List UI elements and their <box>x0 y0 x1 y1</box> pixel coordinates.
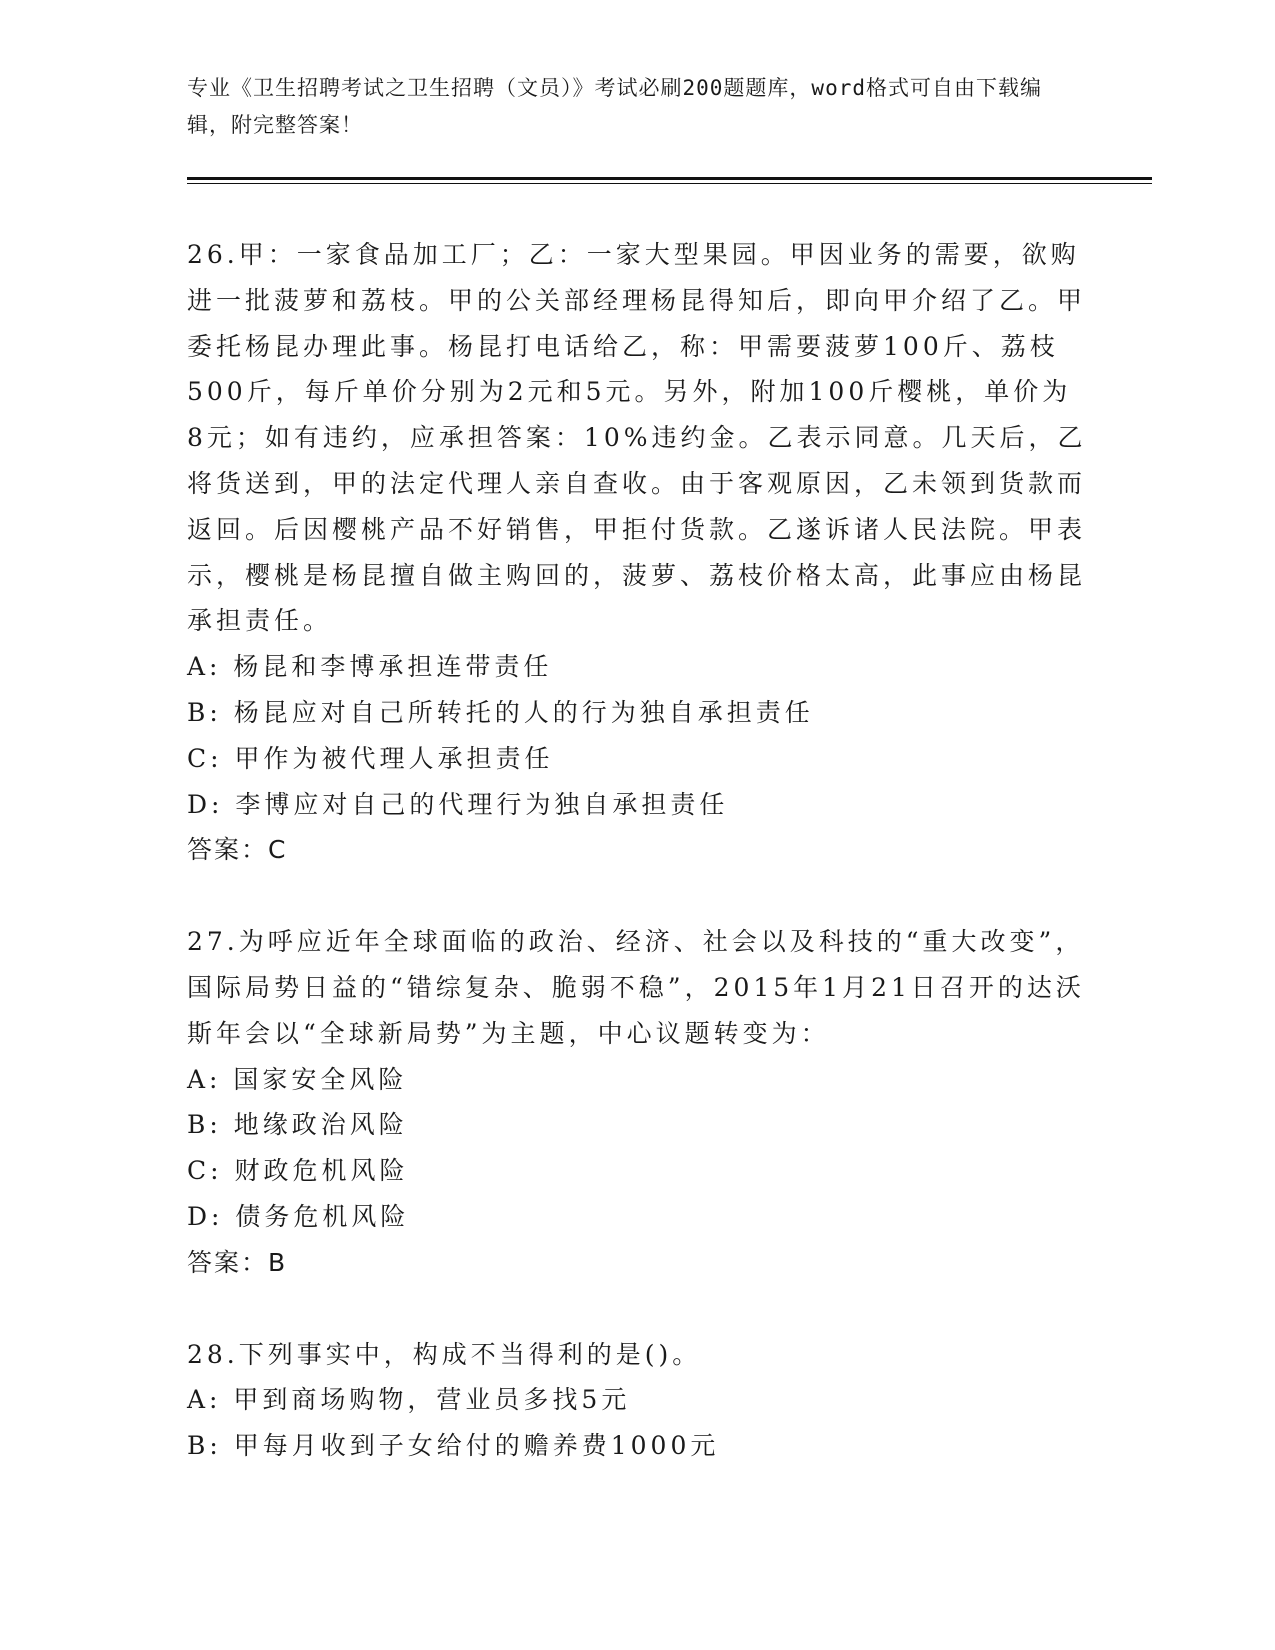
option-a: A: 杨昆和李博承担连带责任 <box>187 652 553 682</box>
question-stem: 27.为呼应近年全球面临的政治、经济、社会以及科技的“重大改变”，国际局势日益的“错综复杂、脆弱不稳”，2015年1月21日召开的达沃斯年会以“全球新局势”为主题，中心议题转变为： <box>187 927 1085 1048</box>
header-divider-thin <box>187 183 1152 184</box>
question-26 <box>187 232 1087 873</box>
question-28 <box>187 1332 1087 1469</box>
option-c: C: 财政危机风险 <box>187 1156 409 1186</box>
option-a: A: 国家安全风险 <box>187 1064 408 1094</box>
option-b: B: 甲每月收到子女给付的赡养费1000元 <box>187 1431 720 1461</box>
question-stem: 26.甲：一家食品加工厂；乙：一家大型果园。甲因业务的需要，欲购进一批菠萝和荔枝。甲的公关部经理杨昆得知后，即向甲介绍了乙。甲委托杨昆办理此事。杨昆打电话给乙，称：甲需要菠萝100斤、荔枝500斤，每斤单价分别为2元和5元。另外，附加100斤樱桃，单价为8元；如有违约，应承担答案：10%违约金。乙表示同意。几天后，乙将货送到，甲的法定代理人亲自查收。由于客观原因，乙未领到货款而返回。后因樱桃产品不好销售，甲拒付货款。乙遂诉诸人民法院。甲表示，樱桃是杨昆擅自做主购回的，菠萝、荔枝价格太高，此事应由杨昆承担责任。 <box>187 240 1087 636</box>
question-list <box>187 232 1087 1469</box>
header-divider-thick <box>187 177 1152 180</box>
question-spacer <box>187 1286 1087 1332</box>
option-d: D: 李博应对自己的代理行为独自承担责任 <box>187 789 729 819</box>
question-spacer <box>187 873 1087 919</box>
document-header-title: 专业《卫生招聘考试之卫生招聘（文员）》考试必刷200题题库，word格式可自由下载编辑，附完整答案！ <box>187 76 1042 137</box>
option-a: A: 甲到商场购物，营业员多找5元 <box>187 1385 631 1415</box>
option-d: D: 债务危机风险 <box>187 1201 410 1231</box>
question-stem: 28.下列事实中，构成不当得利的是()。 <box>187 1339 702 1369</box>
option-b: B: 地缘政治风险 <box>187 1110 408 1140</box>
option-c: C: 甲作为被代理人承担责任 <box>187 743 554 773</box>
question-27 <box>187 919 1087 1285</box>
answer-line: 答案：C <box>187 835 288 865</box>
answer-line: 答案：B <box>187 1247 288 1277</box>
option-b: B: 杨昆应对自己所转托的人的行为独自承担责任 <box>187 697 814 727</box>
